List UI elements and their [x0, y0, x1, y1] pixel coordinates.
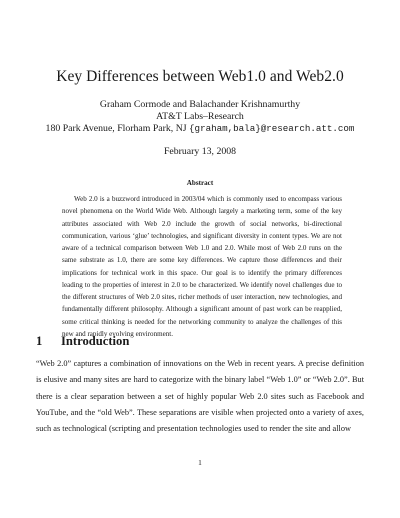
- abstract-heading: Abstract: [186, 179, 214, 187]
- page-number: 1: [198, 458, 202, 467]
- paper-date: February 13, 2008: [163, 146, 237, 157]
- author-email: {graham,bala}@research.att.com: [189, 123, 355, 134]
- paper-title: Key Differences between Web1.0 and Web2.0: [56, 68, 344, 85]
- section-number: 1: [36, 334, 43, 348]
- author-names: Graham Cormode and Balachander Krishnamurthy: [99, 99, 301, 110]
- author-address-line: [0, 123, 400, 134]
- author-address: 180 Park Avenue, Florham Park, NJ: [45, 123, 190, 134]
- section-title: Introduction: [61, 334, 130, 348]
- author-affiliation: AT&T Labs–Research: [156, 111, 244, 122]
- abstract-text: Web 2.0 is a buzzword introduced in 2003/04 which is commonly used to encompass various novel phenomena on the World Wide Web. Although largely a marketing term, some of the key attributes associated with Web 2.0 include the growth of social networks, bi-directional communication, various ‘glue’ technologies, and significant diversity in content types. We are not aware of a technical comparison between Web 1.0 and 2.0. While most of Web 2.0 runs on the same substrate as 1.0, there are some key differences. We capture those differences and their implications for technical work in this space. Our goal is to identify the primary differences leading to the properties of interest in 2.0 to be characterized. We identify novel challenges due to the different structures of Web 2.0 sites, richer methods of user interaction, new technologies, and fundamentally different philosophy. Although a significant amount of past work can be reapplied, some critical thinking is needed for the networking community to analyze the challenges of this new and rapidly evolving environment.: [62, 195, 342, 338]
- section-heading: [36, 334, 129, 349]
- introduction-text: “Web 2.0” captures a combination of innovations on the Web in recent years. A precise definition is elusive and many sites are hard to categorize with the binary label “Web 1.0” or “Web 2.0”. But there is a clear separation between a set of highly popular Web 2.0 sites such as Facebook and YouTube, and the “old Web”. These separations are visible when projected onto a variety of axes, such as technological (scripting and presentation technologies used to render the site and allow: [36, 359, 364, 434]
